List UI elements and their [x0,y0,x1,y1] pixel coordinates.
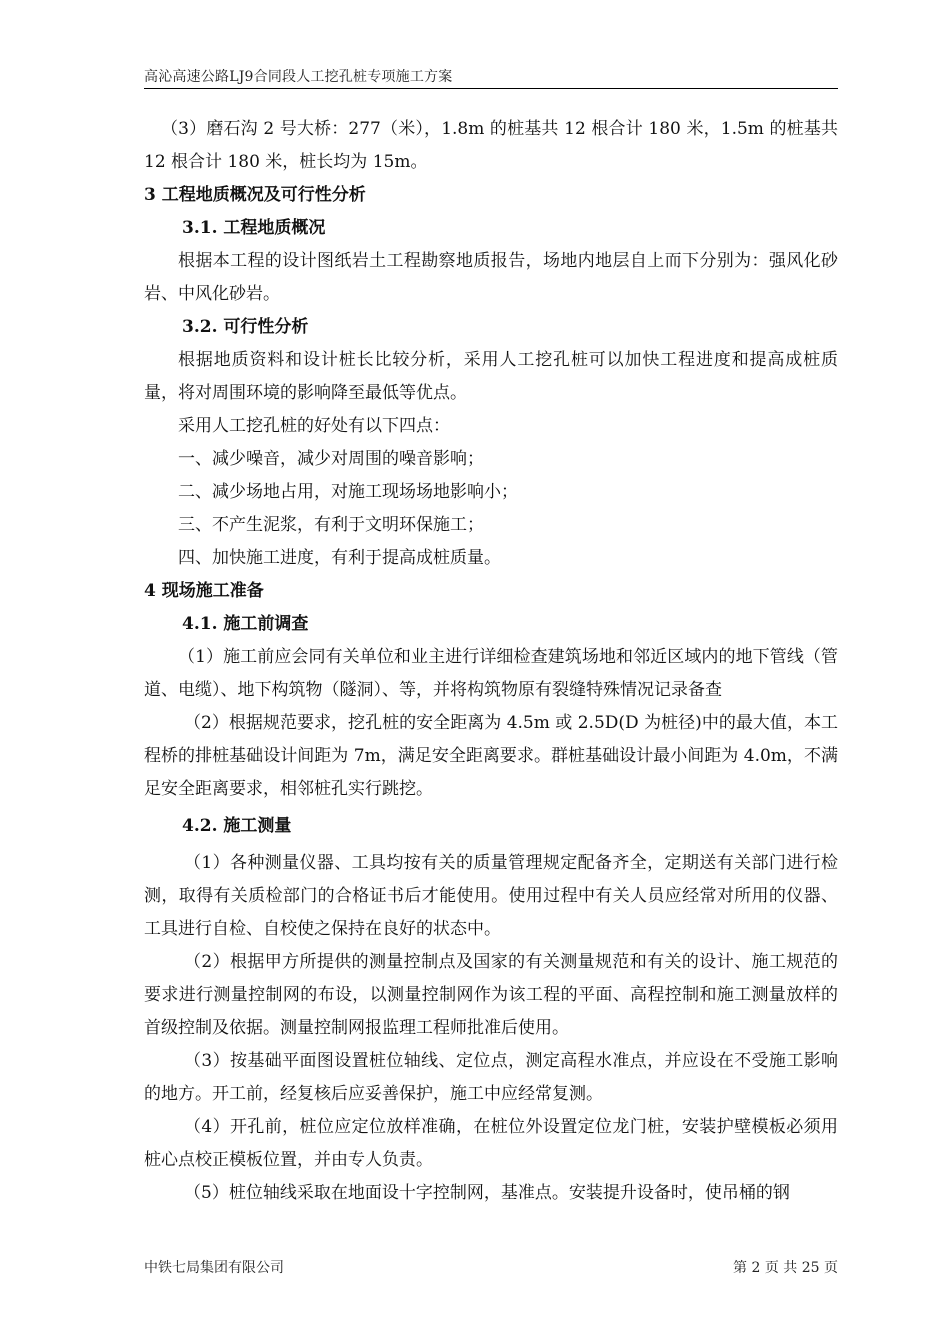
section-4-2-heading: 4.2. 施工测量 [182,816,292,836]
paragraph-feasibility: 根据地质资料和设计桩长比较分析，采用人工挖孔桩可以加快工程进度和提高成桩质量，将对周围环境的影响降至最低等优点。 [144,350,838,403]
page-header: 高沁高速公路LJ9合同段人工挖孔桩专项施工方案 [144,69,453,85]
list-item: 一、减少噪音，减少对周围的噪音影响； [178,449,484,469]
paragraph-measure-4: （4）开孔前，桩位应定位放样准确，在桩位外设置定位龙门桩，安装护壁模板必须用桩心点校正模板位置，并由专人负责。 [144,1117,838,1170]
document-body [144,113,838,1210]
paragraph-measure-5: （5）桩位轴线采取在地面设十字控制网，基准点。安装提升设备时，使吊桶的钢 [184,1183,790,1203]
paragraph-advantages-intro: 采用人工挖孔桩的好处有以下四点： [178,416,450,436]
section-3-1-heading: 3.1. 工程地质概况 [182,218,326,238]
section-4-1-heading: 4.1. 施工前调查 [182,614,309,634]
paragraph-survey-2: （2）根据规范要求，挖孔桩的安全距离为 4.5m 或 2.5D(D 为桩径)中的最大值，本工程桥的排桩基础设计间距为 7m，满足安全距离要求。群桩基础设计最小间距为 4.0m，不满足安全距离要求，相邻桩孔实行跳挖。 [144,713,838,799]
list-item: 二、减少场地占用，对施工现场场地影响小； [178,482,518,502]
footer-company: 中铁七局集团有限公司 [144,1260,284,1276]
footer-page-number: 第 2 页 共 25 页 [733,1260,838,1276]
list-item: 三、不产生泥浆，有利于文明环保施工； [178,515,484,535]
section-3-2-heading: 3.2. 可行性分析 [182,317,309,337]
paragraph-geology: 根据本工程的设计图纸岩土工程勘察地质报告，场地内地层自上而下分别为：强风化砂岩、中风化砂岩。 [144,251,838,304]
paragraph-measure-1: （1）各种测量仪器、工具均按有关的质量管理规定配备齐全，定期送有关部门进行检测，取得有关质检部门的合格证书后才能使用。使用过程中有关人员应经常对所用的仪器、工具进行自检、自校使之保持在良好的状态中。 [144,853,838,939]
paragraph-bridge: （3）磨石沟 2 号大桥：277（米），1.8m 的桩基共 12 根合计 180 米，1.5m 的桩基共 12 根合计 180 米，桩长均为 15m。 [144,119,838,172]
list-item: 四、加快施工进度，有利于提高成桩质量。 [178,548,501,568]
paragraph-measure-2: （2）根据甲方所提供的测量控制点及国家的有关测量规范和有关的设计、施工规范的要求进行测量控制网的布设，以测量控制网作为该工程的平面、高程控制和施工测量放样的首级控制及依据。测量控制网报监理工程师批准后使用。 [144,952,838,1038]
paragraph-measure-3: （3）按基础平面图设置桩位轴线、定位点，测定高程水准点，并应设在不受施工影响的地方。开工前，经复核后应妥善保护，施工中应经常复测。 [144,1051,838,1104]
section-4-heading: 4 现场施工准备 [144,581,264,601]
header-divider [144,88,838,89]
section-3-heading: 3 工程地质概况及可行性分析 [144,185,366,205]
paragraph-survey-1: （1）施工前应会同有关单位和业主进行详细检查建筑场地和邻近区域内的地下管线（管道、电缆）、地下构筑物（隧洞）、等，并将构筑物原有裂缝特殊情况记录备查 [144,647,838,700]
